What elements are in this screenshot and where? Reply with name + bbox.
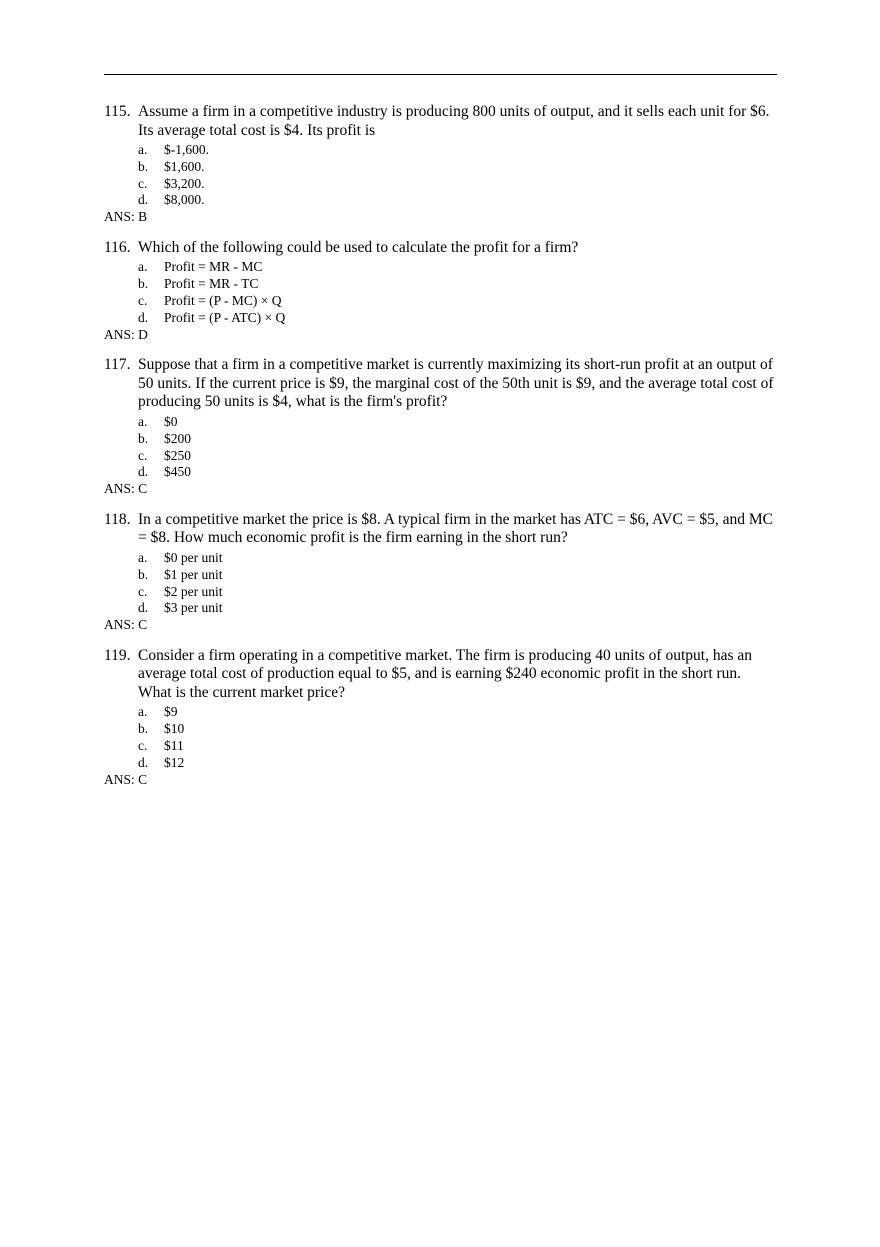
option-text: $2 per unit	[164, 583, 223, 599]
option-text: $450	[164, 464, 191, 480]
option-c	[138, 293, 774, 310]
option-d	[138, 310, 774, 327]
header-rule	[104, 74, 777, 75]
option-a	[138, 142, 774, 159]
question-115	[104, 103, 774, 226]
option-b	[138, 721, 774, 738]
question-text: Suppose that a firm in a competitive market is currently maximizing its short-run profit at an output of 50 units. If the current price is $9, the marginal cost of the 50th unit is $9, and the average total cost of producing 50 units is $4, what is the firm's profit?	[138, 356, 774, 411]
option-text: $-1,600.	[164, 142, 209, 157]
option-letter: d.	[138, 192, 149, 208]
option-list	[138, 704, 774, 771]
option-b	[138, 567, 774, 584]
option-list	[138, 142, 774, 209]
question-text: Consider a firm operating in a competitive market. The firm is producing 40 units of output, has an average total cost of production equal to $5, and is earning $240 economic profit in the short run. What is the current market price?	[138, 646, 752, 701]
answer-value: C	[138, 771, 148, 787]
option-list	[138, 414, 774, 481]
option-text: $3,200.	[164, 175, 205, 191]
question-117	[104, 356, 774, 497]
option-text: Profit = MR - TC	[164, 276, 259, 292]
option-letter: c.	[138, 583, 148, 599]
option-text: $250	[164, 447, 191, 463]
option-c	[138, 584, 774, 601]
question-number: 118.	[104, 510, 131, 528]
option-text: Profit = MR - MC	[164, 259, 263, 275]
option-d	[138, 192, 774, 209]
answer-value: D	[138, 326, 148, 342]
option-letter: d.	[138, 464, 149, 480]
option-text: $1 per unit	[164, 566, 223, 582]
answer-label: ANS:	[104, 481, 135, 497]
answer-line	[104, 481, 774, 498]
option-text: $11	[164, 738, 184, 754]
option-letter: b.	[138, 721, 149, 737]
option-text: $200	[164, 430, 191, 446]
answer-value: C	[138, 617, 148, 633]
option-letter: c.	[138, 293, 148, 309]
question-list	[104, 103, 774, 801]
option-letter: b.	[138, 566, 149, 582]
question-119	[104, 647, 774, 788]
option-a	[138, 414, 774, 431]
option-letter: a.	[138, 549, 148, 565]
answer-label: ANS:	[104, 617, 135, 633]
option-letter: c.	[138, 738, 148, 754]
option-a	[138, 704, 774, 721]
option-list	[138, 259, 774, 326]
option-text: $8,000.	[164, 192, 205, 208]
answer-line	[104, 209, 774, 226]
option-list	[138, 550, 774, 617]
option-b	[138, 276, 774, 293]
answer-value: C	[138, 481, 148, 497]
answer-value: B	[138, 209, 148, 225]
option-letter: d.	[138, 754, 149, 770]
question-number: 117.	[104, 356, 131, 374]
option-letter: b.	[138, 276, 149, 292]
question-text: Which of the following could be used to calculate the profit for a firm?	[138, 238, 579, 256]
option-text: $10	[164, 721, 185, 737]
option-letter: c.	[138, 447, 148, 463]
question-116	[104, 239, 774, 343]
option-letter: a.	[138, 704, 148, 720]
answer-label: ANS:	[104, 326, 135, 342]
option-letter: c.	[138, 175, 148, 191]
answer-line	[104, 772, 774, 789]
option-letter: d.	[138, 600, 149, 616]
option-text: $0 per unit	[164, 549, 223, 565]
question-text: In a competitive market the price is $8. A typical firm in the market has ATC = $6, AVC = $5, and MC = $8. How much economic profit is the firm earning in the short run?	[138, 510, 773, 547]
option-a	[138, 259, 774, 276]
answer-line	[104, 617, 774, 634]
option-letter: a.	[138, 142, 148, 157]
question-number: 116.	[104, 238, 131, 256]
option-text: Profit = (P - ATC) × Q	[164, 309, 286, 325]
question-number: 119.	[104, 646, 131, 664]
answer-label: ANS:	[104, 209, 135, 225]
option-c	[138, 448, 774, 465]
option-letter: a.	[138, 259, 148, 275]
question-text: Assume a firm in a competitive industry is producing 800 units of output, and it sells each unit for $6. Its average total cost is $4. Its profit is	[138, 103, 770, 139]
option-text: $9	[164, 704, 178, 720]
option-d	[138, 755, 774, 772]
option-c	[138, 176, 774, 193]
answer-line	[104, 327, 774, 344]
option-d	[138, 600, 774, 617]
option-text: $1,600.	[164, 158, 205, 174]
option-d	[138, 464, 774, 481]
option-letter: b.	[138, 430, 149, 446]
option-b	[138, 431, 774, 448]
option-text: Profit = (P - MC) × Q	[164, 293, 282, 309]
question-118	[104, 511, 774, 634]
answer-label: ANS:	[104, 771, 135, 787]
option-text: $3 per unit	[164, 600, 223, 616]
option-c	[138, 738, 774, 755]
option-letter: d.	[138, 309, 149, 325]
option-letter: b.	[138, 158, 149, 174]
option-text: $12	[164, 754, 185, 770]
question-number: 115.	[104, 103, 131, 120]
option-b	[138, 159, 774, 176]
option-text: $0	[164, 413, 178, 429]
option-letter: a.	[138, 413, 148, 429]
option-a	[138, 550, 774, 567]
